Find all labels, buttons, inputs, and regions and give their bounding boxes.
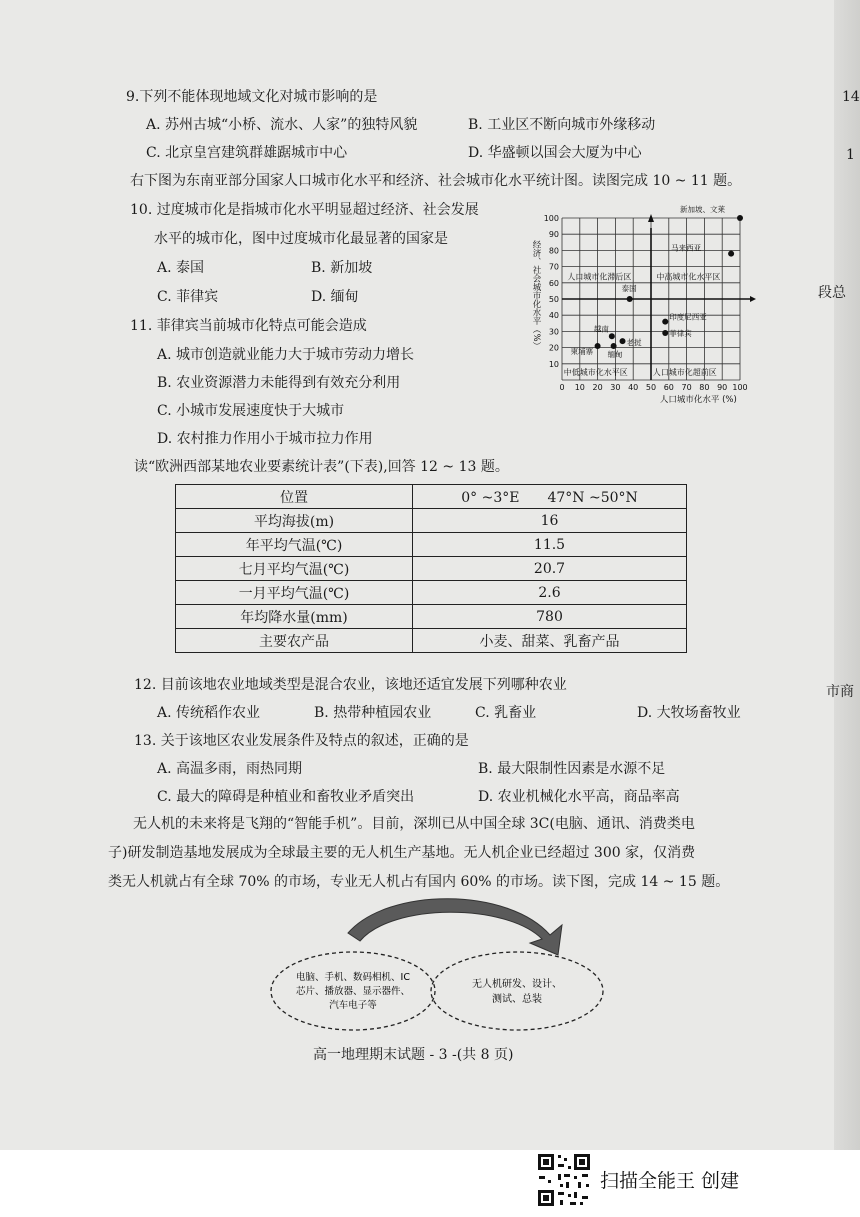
x-tick-label: 50 xyxy=(645,383,657,392)
y-tick-label: 100 xyxy=(543,214,559,223)
source-industries-line3: 汽车电子等 xyxy=(329,1000,377,1011)
q10-option-c: C. 菲律宾 xyxy=(157,289,219,305)
table-value: 2.6 xyxy=(413,581,687,605)
table-value: 小麦、甜菜、乳畜产品 xyxy=(413,629,687,653)
table-row xyxy=(176,605,687,629)
qr-code-icon xyxy=(536,1152,592,1208)
y-tick-label: 10 xyxy=(548,359,559,369)
table-row xyxy=(176,533,687,557)
data-point-label: 泰国 xyxy=(621,284,637,293)
table-value: 20.7 xyxy=(413,557,687,581)
q13-option-d: D. 农业机械化水平高，商品率高 xyxy=(478,789,680,805)
table-value: 0° ~3°E 47°N ~50°N xyxy=(413,485,687,509)
q9-option-d: D. 华盛顿以国会大厦为中心 xyxy=(468,145,642,161)
table-key: 一月平均气温(℃) xyxy=(176,581,413,605)
q12-option-a: A. 传统稻作农业 xyxy=(157,705,261,721)
y-tick-label: 80 xyxy=(548,246,559,256)
q10-option-d: D. 缅甸 xyxy=(311,289,359,305)
q9-option-c: C. 北京皇宫建筑群雄踞城市中心 xyxy=(146,145,348,161)
q10-option-b: B. 新加坡 xyxy=(311,260,373,276)
q9-stem: 9.下列不能体现地域文化对城市影响的是 xyxy=(126,89,378,105)
y-tick-label: 40 xyxy=(548,311,559,321)
table-row xyxy=(176,509,687,533)
data-point-label: 马来西亚 xyxy=(671,243,702,253)
q11-option-b: B. 农业资源潜力未能得到有效充分利用 xyxy=(157,375,401,391)
y-tick-label: 60 xyxy=(548,278,559,288)
table-key: 七月平均气温(℃) xyxy=(176,557,413,581)
x-tick-label: 10 xyxy=(574,383,585,392)
quadrant-label: 人口城市化超前区 xyxy=(652,368,717,378)
x-tick-label: 30 xyxy=(610,383,621,392)
table-row xyxy=(176,581,687,605)
intro-12-13: 读“欧洲西部某地农业要素统计表”(下表),回答 12 ~ 13 题。 xyxy=(134,459,509,475)
data-point-label: 老挝 xyxy=(626,338,642,348)
edge-fragment: 段总 xyxy=(818,285,846,301)
x-tick-label: 80 xyxy=(699,383,710,392)
axis-arrow xyxy=(750,296,756,302)
data-point-label: 新加坡、文莱 xyxy=(680,205,725,214)
drone-industry-line2: 测试、总装 xyxy=(492,994,542,1005)
data-point xyxy=(595,343,601,349)
x-axis-label: 人口城市化水平 (%) xyxy=(659,395,737,405)
data-point xyxy=(609,333,615,339)
quadrant-label: 中低城市化水平区 xyxy=(563,368,628,378)
x-tick-label: 20 xyxy=(592,383,603,392)
q10-option-a: A. 泰国 xyxy=(157,260,205,276)
next-page-edge xyxy=(834,0,860,1150)
drone-industry-line1: 无人机研发、设计、 xyxy=(472,979,562,990)
passage-line1: 无人机的未来将是飞翔的“智能手机”。目前，深圳已从中国全球 3C(电脑、通讯、消费类电 xyxy=(133,816,695,832)
transfer-arrow xyxy=(348,899,562,955)
y-tick-label: 70 xyxy=(548,262,559,272)
data-point xyxy=(620,338,626,344)
q11-option-c: C. 小城市发展速度快于大城市 xyxy=(157,403,345,419)
data-point xyxy=(662,319,668,325)
y-tick-label: 30 xyxy=(548,327,559,337)
x-tick-label: 60 xyxy=(663,383,674,392)
agri-factor-table xyxy=(175,484,687,653)
q13-stem: 13. 关于该地区农业发展条件及特点的叙述，正确的是 xyxy=(134,733,469,749)
table-key: 年平均气温(℃) xyxy=(176,533,413,557)
page-footer: 高一地理期末试题 - 3 -(共 8 页) xyxy=(313,1047,514,1063)
q11-option-d: D. 农村推力作用小于城市拉力作用 xyxy=(157,431,373,447)
drone-industry-ellipse xyxy=(431,952,603,1030)
x-tick-label: 40 xyxy=(628,383,639,392)
data-point xyxy=(611,343,617,349)
data-point-label: 缅甸 xyxy=(607,349,623,359)
q12-stem: 12. 目前该地农业地域类型是混合农业，该地还适宜发展下列哪种农业 xyxy=(134,677,567,693)
q10-stem-line2: 水平的城市化，图中过度城市化最显著的国家是 xyxy=(154,231,448,247)
data-point-label: 印度尼西亚 xyxy=(669,312,707,322)
y-tick-label: 20 xyxy=(548,343,559,353)
q13-option-c: C. 最大的障碍是种植业和畜牧业矛盾突出 xyxy=(157,789,415,805)
data-point xyxy=(662,330,668,336)
data-point xyxy=(737,215,743,221)
q12-option-b: B. 热带种植园农业 xyxy=(314,705,432,721)
q13-option-b: B. 最大限制性因素是水源不足 xyxy=(478,761,666,777)
q11-option-a: A. 城市创造就业能力大于城市劳动力增长 xyxy=(157,347,415,363)
table-row xyxy=(176,485,687,509)
source-industries-line1: 电脑、手机、数码相机、IC xyxy=(296,972,410,983)
data-point xyxy=(728,251,734,257)
data-point-label: 菲律宾 xyxy=(669,329,692,339)
y-axis-label: 经济、社会城市化水平（%） xyxy=(531,240,541,351)
edge-fragment: 14 xyxy=(842,89,860,105)
x-tick-label: 70 xyxy=(681,383,692,392)
table-row xyxy=(176,629,687,653)
y-tick-label: 90 xyxy=(548,230,559,240)
data-point xyxy=(627,296,633,302)
scanner-watermark: 扫描全能王 创建 xyxy=(600,1170,740,1192)
quadrant-label: 中高城市化水平区 xyxy=(656,272,721,282)
x-tick-label: 0 xyxy=(559,383,565,392)
y-tick-label: 50 xyxy=(548,295,559,304)
table-key: 平均海拔(m) xyxy=(176,509,413,533)
q9-option-b: B. 工业区不断向城市外缘移动 xyxy=(468,117,656,133)
q13-option-a: A. 高温多雨，雨热同期 xyxy=(157,761,303,777)
table-row xyxy=(176,557,687,581)
q12-option-d: D. 大牧场畜牧业 xyxy=(637,705,741,721)
x-tick-label: 100 xyxy=(732,383,748,392)
x-tick-label: 90 xyxy=(717,383,728,392)
table-key: 位置 xyxy=(176,485,413,509)
passage-line2: 子)研发制造基地发展成为全球最主要的无人机生产基地。无人机企业已经超过 300 家，仅消费 xyxy=(108,845,696,861)
table-key: 主要农产品 xyxy=(176,629,413,653)
table-value: 11.5 xyxy=(413,533,687,557)
q12-option-c: C. 乳畜业 xyxy=(475,705,537,721)
edge-fragment: 市商 xyxy=(826,684,854,700)
q9-option-a: A. 苏州古城“小桥、流水、人家”的独特风貌 xyxy=(146,117,418,133)
data-point-label: 越南 xyxy=(593,324,609,334)
table-key: 年均降水量(mm) xyxy=(176,605,413,629)
industry-transfer-diagram xyxy=(268,895,628,1035)
edge-fragment: 1 xyxy=(846,147,855,163)
q10-stem-line1: 10. 过度城市化是指城市化水平明显超过经济、社会发展 xyxy=(130,202,479,218)
intro-10-11: 右下图为东南亚部分国家人口城市化水平和经济、社会城市化水平统计图。读图完成 10 ~ 11 题。 xyxy=(130,173,742,189)
quadrant-label: 人口城市化滞后区 xyxy=(567,272,632,282)
q11-stem: 11. 菲律宾当前城市化特点可能会造成 xyxy=(130,318,367,334)
source-industries-line2: 芯片、播放器、显示器件、 xyxy=(295,986,411,997)
data-point-label: 柬埔寨 xyxy=(570,346,594,356)
table-value: 780 xyxy=(413,605,687,629)
passage-line3: 类无人机就占有全球 70% 的市场，专业无人机占有国内 60% 的市场。读下图，完成 14 ~ 15 题。 xyxy=(108,874,730,890)
urbanization-scatter-chart xyxy=(530,200,760,425)
table-value: 16 xyxy=(413,509,687,533)
